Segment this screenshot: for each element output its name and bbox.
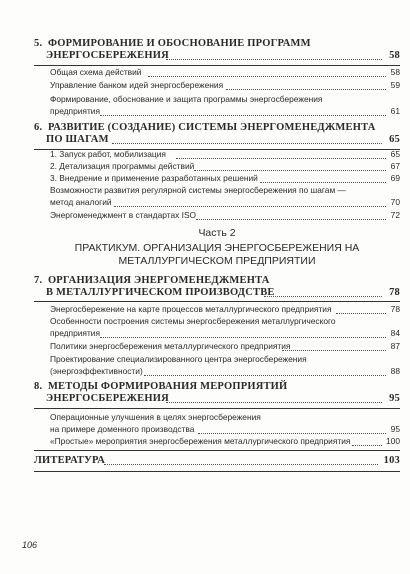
toc-entry: Формирование, обоснование и защита программы энергосбережения предприятия 61 — [50, 94, 400, 116]
toc-entry: Управление банком идей энергосбережения 59 — [50, 80, 400, 90]
chapter-6-heading: 6. РАЗВИТИЕ (СОЗДАНИЕ) СИСТЕМЫ ЭНЕРГОМЕНЕДЖМЕНТА ПО ШАГАМ 65 — [34, 122, 400, 145]
toc-entry: Возможности развития регулярной системы энергосбережения по шагам — метод аналогий 70 — [50, 185, 400, 207]
chapter-5-rule — [34, 65, 400, 66]
part-title-line: ПРАКТИКУМ. ОРГАНИЗАЦИЯ ЭНЕРГОСБЕРЕЖЕНИЯ НА — [74, 242, 360, 254]
toc-entry: 3. Внедрение и применение разработанных решений 69 — [50, 173, 400, 183]
literature-rule-bottom — [34, 471, 400, 472]
toc-entry: 1. Запуск работ, мобилизация 65 — [50, 149, 400, 159]
chapter-8-heading: 8. МЕТОДЫ ФОРМИРОВАНИЯ МЕРОПРИЯТИЙ ЭНЕРГОСБЕРЕЖЕНИЯ 95 — [34, 381, 400, 404]
toc-entry: Энергоменеджмент в стандартах ISO 72 — [50, 210, 400, 220]
toc-entry: Особенности построения системы энергосбережения металлургического предприятия 84 — [50, 316, 400, 338]
literature-rule-top — [34, 450, 400, 451]
toc-entry: Операционные улучшения в целях энергосбережения на примере доменного производства 95 — [50, 412, 400, 434]
literature-heading: ЛИТЕРАТУРА 103 — [34, 455, 400, 466]
chapter-8-rule — [34, 408, 400, 409]
toc-entry: 2. Детализация программы действий 67 — [50, 161, 400, 171]
part-title-line: МЕТАЛЛУРГИЧЕСКОМ ПРЕДПРИЯТИИ — [118, 255, 316, 267]
chapter-7-heading: 7. ОРГАНИЗАЦИЯ ЭНЕРГОМЕНЕДЖМЕНТА В МЕТАЛЛУРГИЧЕСКОМ ПРОИЗВОДСТВЕ 78 — [34, 275, 400, 298]
toc-entry: Общая схема действий 58 — [50, 67, 400, 77]
chapter-7-rule — [34, 301, 400, 302]
toc-entry: Политики энергосбережения металлургического предприятия 87 — [50, 341, 400, 351]
page-number: 106 — [22, 540, 38, 550]
part-heading — [34, 227, 400, 268]
toc-entry: «Простые» мероприятия энергосбережения металлургического предприятия 100 — [50, 436, 400, 446]
toc-entry: Проектирование специализированного центра энергосбережения (энергоэффективности) 88 — [50, 354, 400, 376]
part-label: Часть 2 — [198, 227, 236, 239]
chapter-5-heading: 5. ФОРМИРОВАНИЕ И ОБОСНОВАНИЕ ПРОГРАММ ЭНЕРГОСБЕРЕЖЕНИЯ 58 — [34, 38, 400, 61]
toc-entry: Энергосбережение на карте процессов металлургического предприятия 78 — [50, 304, 400, 314]
